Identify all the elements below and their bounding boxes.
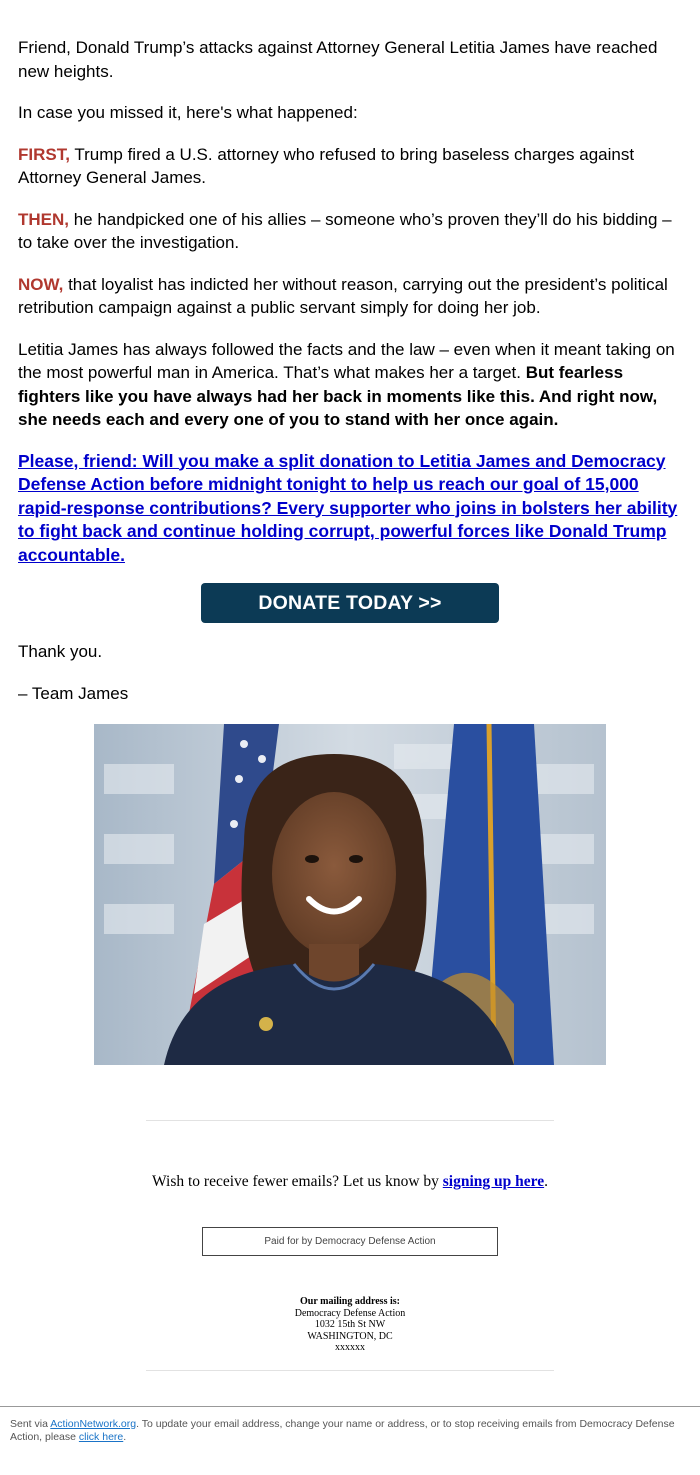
email-body	[18, 36, 686, 567]
intro-paragraph: Friend, Donald Trump’s attacks against Attorney General Letitia James have reached new heights.	[18, 38, 658, 81]
then-lead: THEN,	[18, 209, 69, 229]
now-paragraph	[18, 273, 686, 320]
then-text: he handpicked one of his allies – someone who’s proven they’ll do his bidding – to take over the investigation.	[18, 209, 672, 252]
sent-via-footer	[0, 1406, 700, 1475]
footer-text	[10, 1418, 680, 1444]
paid-for-box: Paid for by Democracy Defense Action	[202, 1227, 498, 1256]
address-street: 1032 15th St NW	[314, 1319, 386, 1330]
sent-middle: . To update your email address, change your name or address, or to stop receiving emails from Democracy Defense Action, please	[10, 1418, 675, 1443]
portrait-photo[interactable]	[94, 724, 606, 1065]
address-heading: Our mailing address is:	[300, 1296, 400, 1307]
now-text: that loyalist has indicted her without reason, carrying out the president’s political retribution campaign against a public servant simply for doing her job.	[18, 274, 668, 317]
divider-top	[146, 1120, 554, 1121]
donation-cta-link[interactable]: Please, friend: Will you make a split donation to Letitia James and Democracy Defense Action before midnight tonight to help us reach our goal of 15,000 rapid-response contributions? Every supporter who joins in bolsters her ability to fight back and continue holding corrupt, powerful forces like Donald Trump accountable.	[18, 450, 678, 565]
sent-suffix: .	[123, 1431, 127, 1443]
donate-button[interactable]: DONATE TODAY >>	[201, 583, 499, 623]
now-lead: NOW,	[18, 274, 64, 294]
fighters-normal: Letitia James has always followed the facts and the law – even when it meant taking on the most powerful man in America. That’s what makes her a target.	[18, 339, 675, 382]
address-org: Democracy Defense Action	[294, 1307, 406, 1319]
sent-prefix: Sent via	[10, 1418, 51, 1430]
donate-button-container	[201, 583, 499, 623]
missed-paragraph: In case you missed it, here's what happened:	[18, 103, 358, 122]
then-paragraph	[18, 208, 686, 255]
signing-up-link[interactable]: signing up here	[442, 1173, 545, 1190]
first-paragraph	[18, 143, 686, 190]
divider-bottom	[146, 1370, 554, 1371]
thanks-text: Thank you.	[18, 642, 103, 661]
fighters-paragraph	[18, 338, 686, 432]
fewer-suffix: .	[544, 1173, 548, 1190]
address-zip: xxxxxx	[335, 1342, 365, 1353]
mailing-address	[0, 1296, 700, 1354]
signature-text: – Team James	[18, 684, 129, 703]
fighters-bold: But fearless fighters like you have always had her back in moments like this. And right now, she needs each and every one of you to stand with her once again.	[18, 363, 658, 429]
click-here-link[interactable]: click here	[78, 1431, 124, 1443]
first-text: Trump fired a U.S. attorney who refused to bring baseless charges against Attorney General James.	[18, 144, 635, 187]
fewer-emails-notice	[0, 1173, 700, 1191]
actionnetwork-link[interactable]: ActionNetwork.org	[50, 1418, 137, 1430]
fewer-prefix: Wish to receive fewer emails? Let us know by	[152, 1173, 443, 1190]
first-lead: FIRST,	[18, 144, 70, 164]
address-city: WASHINGTON, DC	[307, 1330, 393, 1342]
